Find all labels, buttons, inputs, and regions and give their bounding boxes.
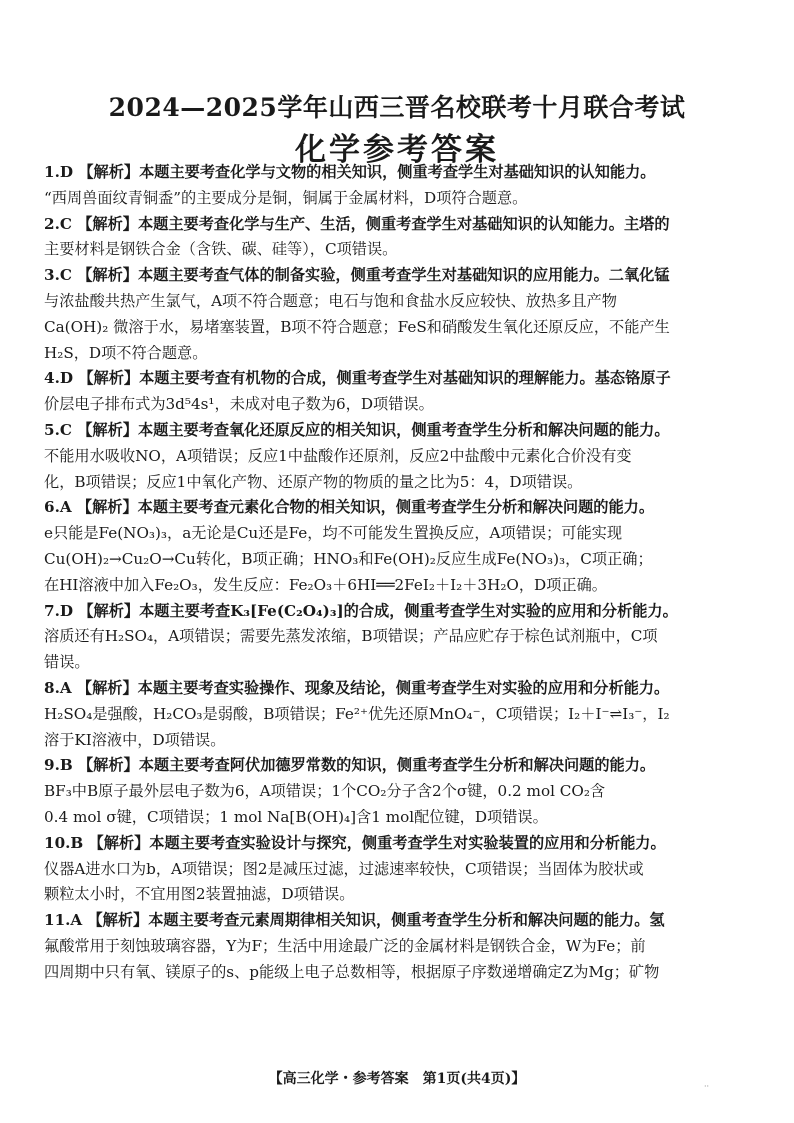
answer-item-line: “西周兽面纹青铜盉”的主要成分是铜，铜属于金属材料，D项符合题意。 <box>44 188 528 207</box>
answer-item-line: 在HI溶液中加入Fe₂O₃，发生反应：Fe₂O₃＋6HI══2FeI₂＋I₂＋3H₂O，D项正确。 <box>44 575 607 594</box>
answer-item-head: 8.A 【解析】本题主要考查实验操作、现象及结论，侧重考查学生对实验的应用和分析能力。 <box>44 678 670 697</box>
document-title: 化学参考答案 <box>295 132 499 168</box>
answer-item-line: Cu(OH)₂→Cu₂O→Cu转化，B项正确；HNO₃和Fe(OH)₂反应生成Fe(NO₃)₃，C项正确； <box>44 549 653 568</box>
answer-item <box>44 676 752 753</box>
page-footer: 【高三化学・参考答案 第1页(共4页)】 <box>268 1071 526 1087</box>
answer-item-line: 四周期中只有氧、镁原子的s、p能级上电子总数相等，根据原子序数递增确定Z为Mg；矿物 <box>44 962 660 981</box>
answer-item <box>44 212 752 264</box>
answer-item <box>44 263 752 366</box>
answer-item-line: 价层电子排布式为3d⁵4s¹，未成对电子数为6，D项错误。 <box>44 395 434 414</box>
answer-item-line: 不能用水吸收NO，A项错误；反应1中盐酸作还原剂，反应2中盐酸中元素化合价没有变 <box>44 446 632 465</box>
answer-item-line: 主要材料是钢铁合金（含铁、碳、硅等），C项错误。 <box>44 240 398 259</box>
answer-item-head: 2.C 【解析】本题主要考查化学与生产、生活，侧重考查学生对基础知识的认知能力。主塔的 <box>44 214 670 233</box>
answer-item-head: 4.D 【解析】本题主要考查有机物的合成，侧重考查学生对基础知识的理解能力。基态铬原子 <box>44 369 671 388</box>
answer-item-head: 1.D 【解析】本题主要考查化学与文物的相关知识，侧重考查学生对基础知识的认知能力。 <box>44 163 656 181</box>
answer-item-line: 与浓盐酸共热产生氯气，A项不符合题意；电石与饱和食盐水反应较快、放热多且产物 <box>44 291 617 310</box>
answer-item-head: 5.C 【解析】本题主要考查氧化还原反应的相关知识，侧重考查学生分析和解决问题的能力。 <box>44 420 670 439</box>
answer-item-head: 10.B 【解析】本题主要考查实验设计与探究，侧重考查学生对实验装置的应用和分析能力。 <box>44 833 666 852</box>
answer-item-head: 7.D 【解析】本题主要考查K₃[Fe(C₂O₄)₃]的合成，侧重考查学生对实验的应用和分析能力。 <box>44 601 678 620</box>
answer-item <box>44 495 752 598</box>
answer-item-line: 仪器A进水口为b，A项错误；图2是减压过滤，过滤速率较快，C项错误；当固体为胶状或 <box>44 859 644 878</box>
answer-item <box>44 160 752 212</box>
answer-item <box>44 599 752 676</box>
answer-item-line: 氟酸常用于刻蚀玻璃容器，Y为F；生活中用途最广泛的金属材料是钢铁合金，W为Fe；前 <box>44 936 646 955</box>
answer-item-line: e只能是Fe(NO₃)₃，a无论是Cu还是Fe，均不可能发生置换反应，A项错误；可能实现 <box>44 524 623 543</box>
answer-item-head: 6.A 【解析】本题主要考查元素化合物的相关知识，侧重考查学生分析和解决问题的能力。 <box>44 498 655 517</box>
answer-item-line: H₂S，D项不符合题意。 <box>44 343 208 362</box>
answer-item-line: 错误。 <box>44 653 90 672</box>
answer-item <box>44 418 752 495</box>
answer-item-line: Ca(OH)₂ 微溶于水，易堵塞装置，B项不符合题意；FeS和硝酸发生氧化还原反应，不能产生 <box>44 317 670 336</box>
corner-mark: ·· <box>704 1082 710 1091</box>
answer-item-head: 3.C 【解析】本题主要考查气体的制备实验，侧重考查学生对基础知识的应用能力。二氧化锰 <box>44 266 670 285</box>
answer-item <box>44 908 752 985</box>
answer-item-head: 9.B 【解析】本题主要考查阿伏加德罗常数的知识，侧重考查学生分析和解决问题的能力。 <box>44 756 656 775</box>
answer-list <box>44 160 752 986</box>
answer-item-line: 溶于KI溶液中，D项错误。 <box>44 730 226 749</box>
answer-item-line: 颗粒太小时，不宜用图2装置抽滤，D项错误。 <box>44 885 355 904</box>
answer-item <box>44 753 752 830</box>
answer-item-line: H₂SO₄是强酸，H₂CO₃是弱酸，B项错误；Fe²⁺优先还原MnO₄⁻，C项错误；I₂＋I⁻⇌I₃⁻，I₂ <box>44 704 670 723</box>
answer-item-head: 11.A 【解析】本题主要考查元素周期律相关知识，侧重考查学生分析和解决问题的能力。氢 <box>44 911 665 930</box>
exam-title: 2024—2025学年山西三晋名校联考十月联合考试 <box>108 93 686 122</box>
answer-item <box>44 831 752 908</box>
answer-item-line: 溶质还有H₂SO₄，A项错误；需要先蒸发浓缩，B项错误；产品应贮存于棕色试剂瓶中，C项 <box>44 627 658 646</box>
answer-item-line: 0.4 mol σ键，C项错误；1 mol Na[B(OH)₄]含1 mol配位键，D项错误。 <box>44 807 548 826</box>
answer-item-line: BF₃中B原子最外层电子数为6，A项错误；1个CO₂分子含2个σ键，0.2 mol CO₂含 <box>44 782 606 801</box>
answer-item-line: 化，B项错误；反应1中氧化产物、还原产物的物质的量之比为5：4，D项错误。 <box>44 472 583 491</box>
answer-item <box>44 366 752 418</box>
